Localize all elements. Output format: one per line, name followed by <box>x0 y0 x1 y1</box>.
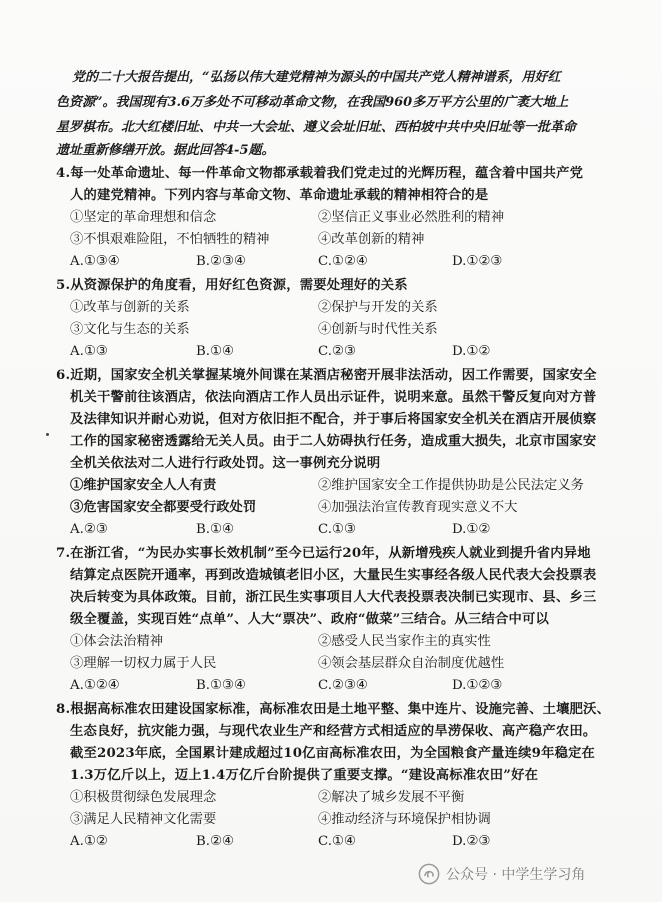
q5-option-4: ④创新与时代性关系 <box>318 322 438 337</box>
q8-option-1: ①积极贯彻绿色发展理念 <box>70 790 217 805</box>
q7-stem-line-1: 7.在浙江省，“为民办实事长效机制”至今已运行20年，从新增残疾人就业到提升省内异地 <box>56 546 591 561</box>
q8-option-4: ④推动经济与环境保护相协调 <box>318 812 491 827</box>
q7-answer-c: C.②③④ <box>318 678 368 693</box>
q4-answer-a: A.①③④ <box>70 254 120 269</box>
q8-answer-b: B.②④ <box>196 834 234 849</box>
q4-option-2: ②坚信正义事业必然胜利的精神 <box>318 210 505 225</box>
q6-option-1: ①维护国家安全人人有责 <box>70 478 217 493</box>
q7-stem-line-4: 级全覆盖，实现百姓“点单”、人大“票决”、政府“做菜”三结合。从三结合中可以 <box>70 612 549 627</box>
q5-option-3: ③文化与生态的关系 <box>70 322 190 337</box>
intro-line-1: 党的二十大报告提出，“弘扬以伟大建党精神为源头的中国共产党人精神谱系，用好红 <box>72 70 561 85</box>
q6-stem-line-3: 及法律知识并耐心劝说，但对方依旧拒不配合，并于事后将国家安全机关在酒店开展侦察 <box>70 412 597 427</box>
wechat-official-account-icon <box>418 863 440 885</box>
q6-stem-line-2: 机关干警前往该酒店，依法向酒店工作人员出示证件，说明来意。虽然干警反复向对方普 <box>70 390 597 405</box>
q6-answer-d: D.①② <box>452 522 491 537</box>
q4-stem-line-1: 4.每一处革命遗址、每一件革命文物都承载着我们党走过的光辉历程，蕴含着中国共产党 <box>56 166 584 181</box>
stray-mark <box>46 433 49 436</box>
q4-option-4: ④改革创新的精神 <box>318 232 425 247</box>
q4-answer-b: B.②③④ <box>196 254 246 269</box>
watermark <box>418 862 585 886</box>
q8-answer-a: A.①② <box>70 834 108 849</box>
q7-option-2: ②感受人民当家作主的真实性 <box>318 634 491 649</box>
q6-answer-a: A.②③ <box>70 522 108 537</box>
q4-option-3: ③不惧艰难险阻，不怕牺牲的精神 <box>70 232 270 247</box>
q6-option-4: ④加强法治宣传教育现实意义不大 <box>318 500 518 515</box>
q6-answer-c: C.①③ <box>318 522 356 537</box>
q4-stem-line-2: 人的建党精神。下列内容与革命文物、革命遗址承载的精神相符合的是 <box>70 188 489 203</box>
intro-line-4: 遗址重新修缮开放。据此回答4-5题。 <box>56 143 275 158</box>
q6-stem-line-4: 工作的国家秘密透露给无关人员。由于二人妨碍执行任务，造成重大损失，北京市国家安 <box>70 434 597 449</box>
watermark-text: 公众号 · 中学生学习角 <box>446 867 586 883</box>
q4-answer-d: D.①②③ <box>452 254 503 269</box>
intro-line-3: 星罗棋布。北大红楼旧址、中共一大会址、遵义会址旧址、西柏坡中共中央旧址等一批革命 <box>56 120 577 135</box>
q8-answer-d: D.②③ <box>452 834 491 849</box>
q8-answer-c: C.①④ <box>318 834 356 849</box>
q7-option-3: ③理解一切权力属于人民 <box>70 656 217 671</box>
q6-option-3: ③危害国家安全都要受行政处罚 <box>70 500 257 515</box>
q4-option-1: ①坚定的革命理想和信念 <box>70 210 217 225</box>
q7-answer-b: B.①③④ <box>196 678 246 693</box>
q7-answer-d: D.①②③ <box>452 678 503 693</box>
q6-option-2: ②维护国家安全工作提供协助是公民法定义务 <box>318 478 584 493</box>
q7-answer-a: A.①②④ <box>70 678 120 693</box>
q8-option-3: ③满足人民精神文化需要 <box>70 812 217 827</box>
q6-stem-line-1: 6.近期，国家安全机关掌握某境外间谍在某酒店秘密开展非法活动，因工作需要，国家安全 <box>56 368 597 383</box>
q8-stem-line-4: 1.3万亿斤以上，迈上1.4万亿斤台阶提供了重要支撑。“建设高标准农田”好在 <box>70 768 539 783</box>
q5-answer-a: A.①③ <box>70 344 108 359</box>
q6-answer-b: B.①④ <box>196 522 234 537</box>
q7-option-1: ①体会法治精神 <box>70 634 164 649</box>
q8-stem-line-3: 截至2023年底，全国累计建成超过10亿亩高标准农田，为全国粮食产量连续9年稳定在 <box>70 746 596 761</box>
q8-stem-line-2: 生态良好，抗灾能力强，与现代农业生产和经营方式相适应的旱涝保收、高产稳产农田。 <box>70 724 597 739</box>
q5-answer-d: D.①② <box>452 344 491 359</box>
q8-stem-line-1: 8.根据高标准农田建设国家标准，高标准农田是土地平整、集中连片、设施完善、土壤肥沃、 <box>56 702 611 717</box>
q5-answer-b: B.①④ <box>196 344 234 359</box>
q5-option-1: ①改革与创新的关系 <box>70 300 190 315</box>
q7-stem-line-2: 结算定点医院开通率，再到改造城镇老旧小区，大量民生实事经各级人民代表大会投票表 <box>70 568 597 583</box>
q5-stem-line-1: 5.从资源保护的角度看，用好红色资源，需要处理好的关系 <box>56 278 408 293</box>
q7-option-4: ④领会基层群众自治制度优越性 <box>318 656 505 671</box>
q7-stem-line-3: 决后转变为具体政策。目前，浙江民生实事项目人大代表投票表决制已实现市、县、乡三 <box>70 590 597 605</box>
q6-stem-line-5: 全机关依法对二人进行行政处罚。这一事例充分说明 <box>70 456 381 471</box>
q4-answer-c: C.①②④ <box>318 254 368 269</box>
intro-line-2: 色资源”。我国现有3.6万多处不可移动革命文物，在我国960多万平方公里的广袤大地上 <box>56 95 569 110</box>
q5-option-2: ②保护与开发的关系 <box>318 300 438 315</box>
q8-option-2: ②解决了城乡发展不平衡 <box>318 790 465 805</box>
q5-answer-c: C.②③ <box>318 344 356 359</box>
